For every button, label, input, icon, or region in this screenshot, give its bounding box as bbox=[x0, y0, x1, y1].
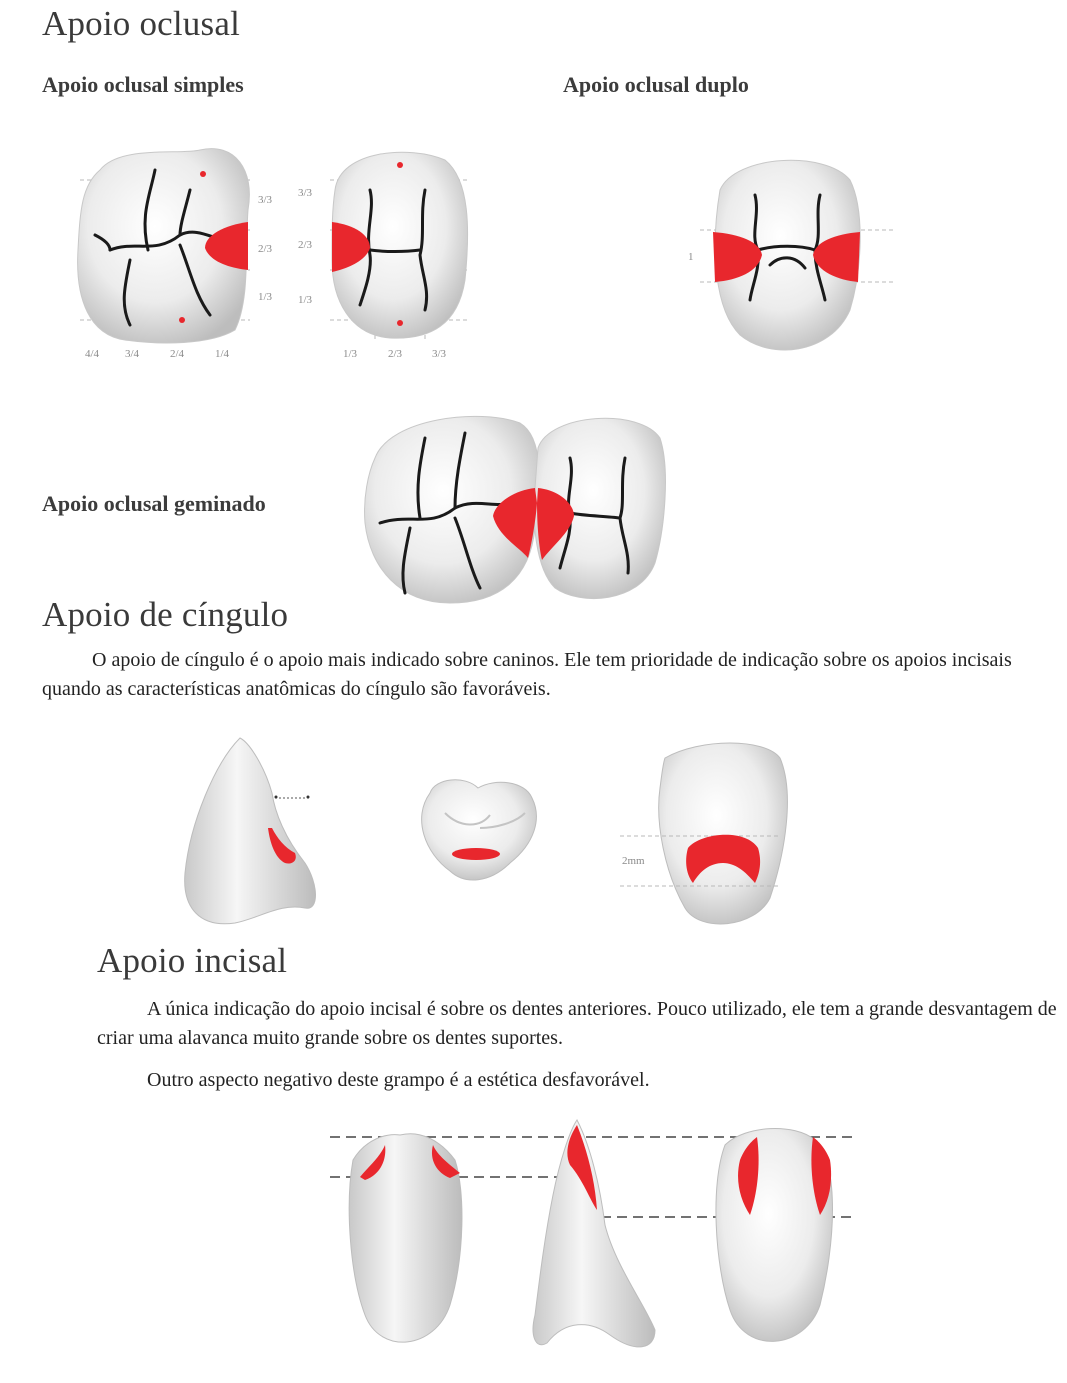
premolar-side-label: 1/3 bbox=[298, 294, 313, 306]
molar-bottom-label: 1/4 bbox=[215, 348, 230, 360]
section-title-oclusal: Apoio oclusal bbox=[42, 4, 240, 43]
figure-incisal bbox=[325, 1115, 860, 1360]
dimension-label: 2mm bbox=[622, 855, 645, 867]
label-oclusal-geminado: Apoio oclusal geminado bbox=[42, 491, 266, 516]
canine-profile-tooth bbox=[185, 738, 316, 924]
premolar-bottom-label: 2/3 bbox=[388, 348, 403, 360]
molar-bottom-label: 3/4 bbox=[125, 348, 140, 360]
molar-side-label: 3/3 bbox=[258, 194, 273, 206]
paragraph-cingulo: O apoio de cíngulo é o apoio mais indicado sobre caninos. Ele tem prioridade de indicação sobre os apoios incisais quando as características anatômicas do cíngulo são favoráveis. bbox=[42, 649, 1012, 700]
paragraph-incisal-2: Outro aspecto negativo deste grampo é a estética desfavorável. bbox=[147, 1069, 650, 1091]
canine-lingual-tooth bbox=[659, 743, 788, 924]
premolar-bottom-label: 1/3 bbox=[343, 348, 358, 360]
section-title-cingulo: Apoio de cíngulo bbox=[42, 595, 289, 634]
canine-incisal-tooth bbox=[422, 780, 537, 880]
incisor-profile-tooth bbox=[533, 1120, 655, 1347]
figure-oclusal-simples bbox=[70, 140, 490, 380]
molar-tooth-simple bbox=[78, 149, 250, 343]
molar-bottom-label: 2/4 bbox=[170, 348, 185, 360]
molar-side-label: 1/3 bbox=[258, 291, 273, 303]
rest-seat-red bbox=[452, 848, 500, 860]
figure-cingulo bbox=[180, 733, 800, 938]
premolar-side-label: 2/3 bbox=[298, 239, 313, 251]
paragraph-incisal-1: A única indicação do apoio incisal é sobre os dentes anteriores. Pouco utilizado, ele tem a grande desvantagem de criar uma alavanca muito grande sobre os dentes suportes. bbox=[97, 998, 1057, 1049]
figure-oclusal-duplo bbox=[680, 150, 910, 365]
molar-bottom-label: 4/4 bbox=[85, 348, 100, 360]
premolar-tooth-simple bbox=[332, 152, 468, 338]
figure-oclusal-geminado bbox=[360, 408, 670, 608]
molar-side-label: 2/3 bbox=[258, 243, 273, 255]
premolar-bottom-label: 3/3 bbox=[432, 348, 447, 360]
label-oclusal-duplo: Apoio oclusal duplo bbox=[563, 72, 749, 97]
double-mark-label: 1 bbox=[688, 251, 694, 263]
section-title-incisal: Apoio incisal bbox=[97, 941, 288, 980]
label-oclusal-simples: Apoio oclusal simples bbox=[42, 72, 244, 97]
premolar-side-label: 3/3 bbox=[298, 187, 313, 199]
